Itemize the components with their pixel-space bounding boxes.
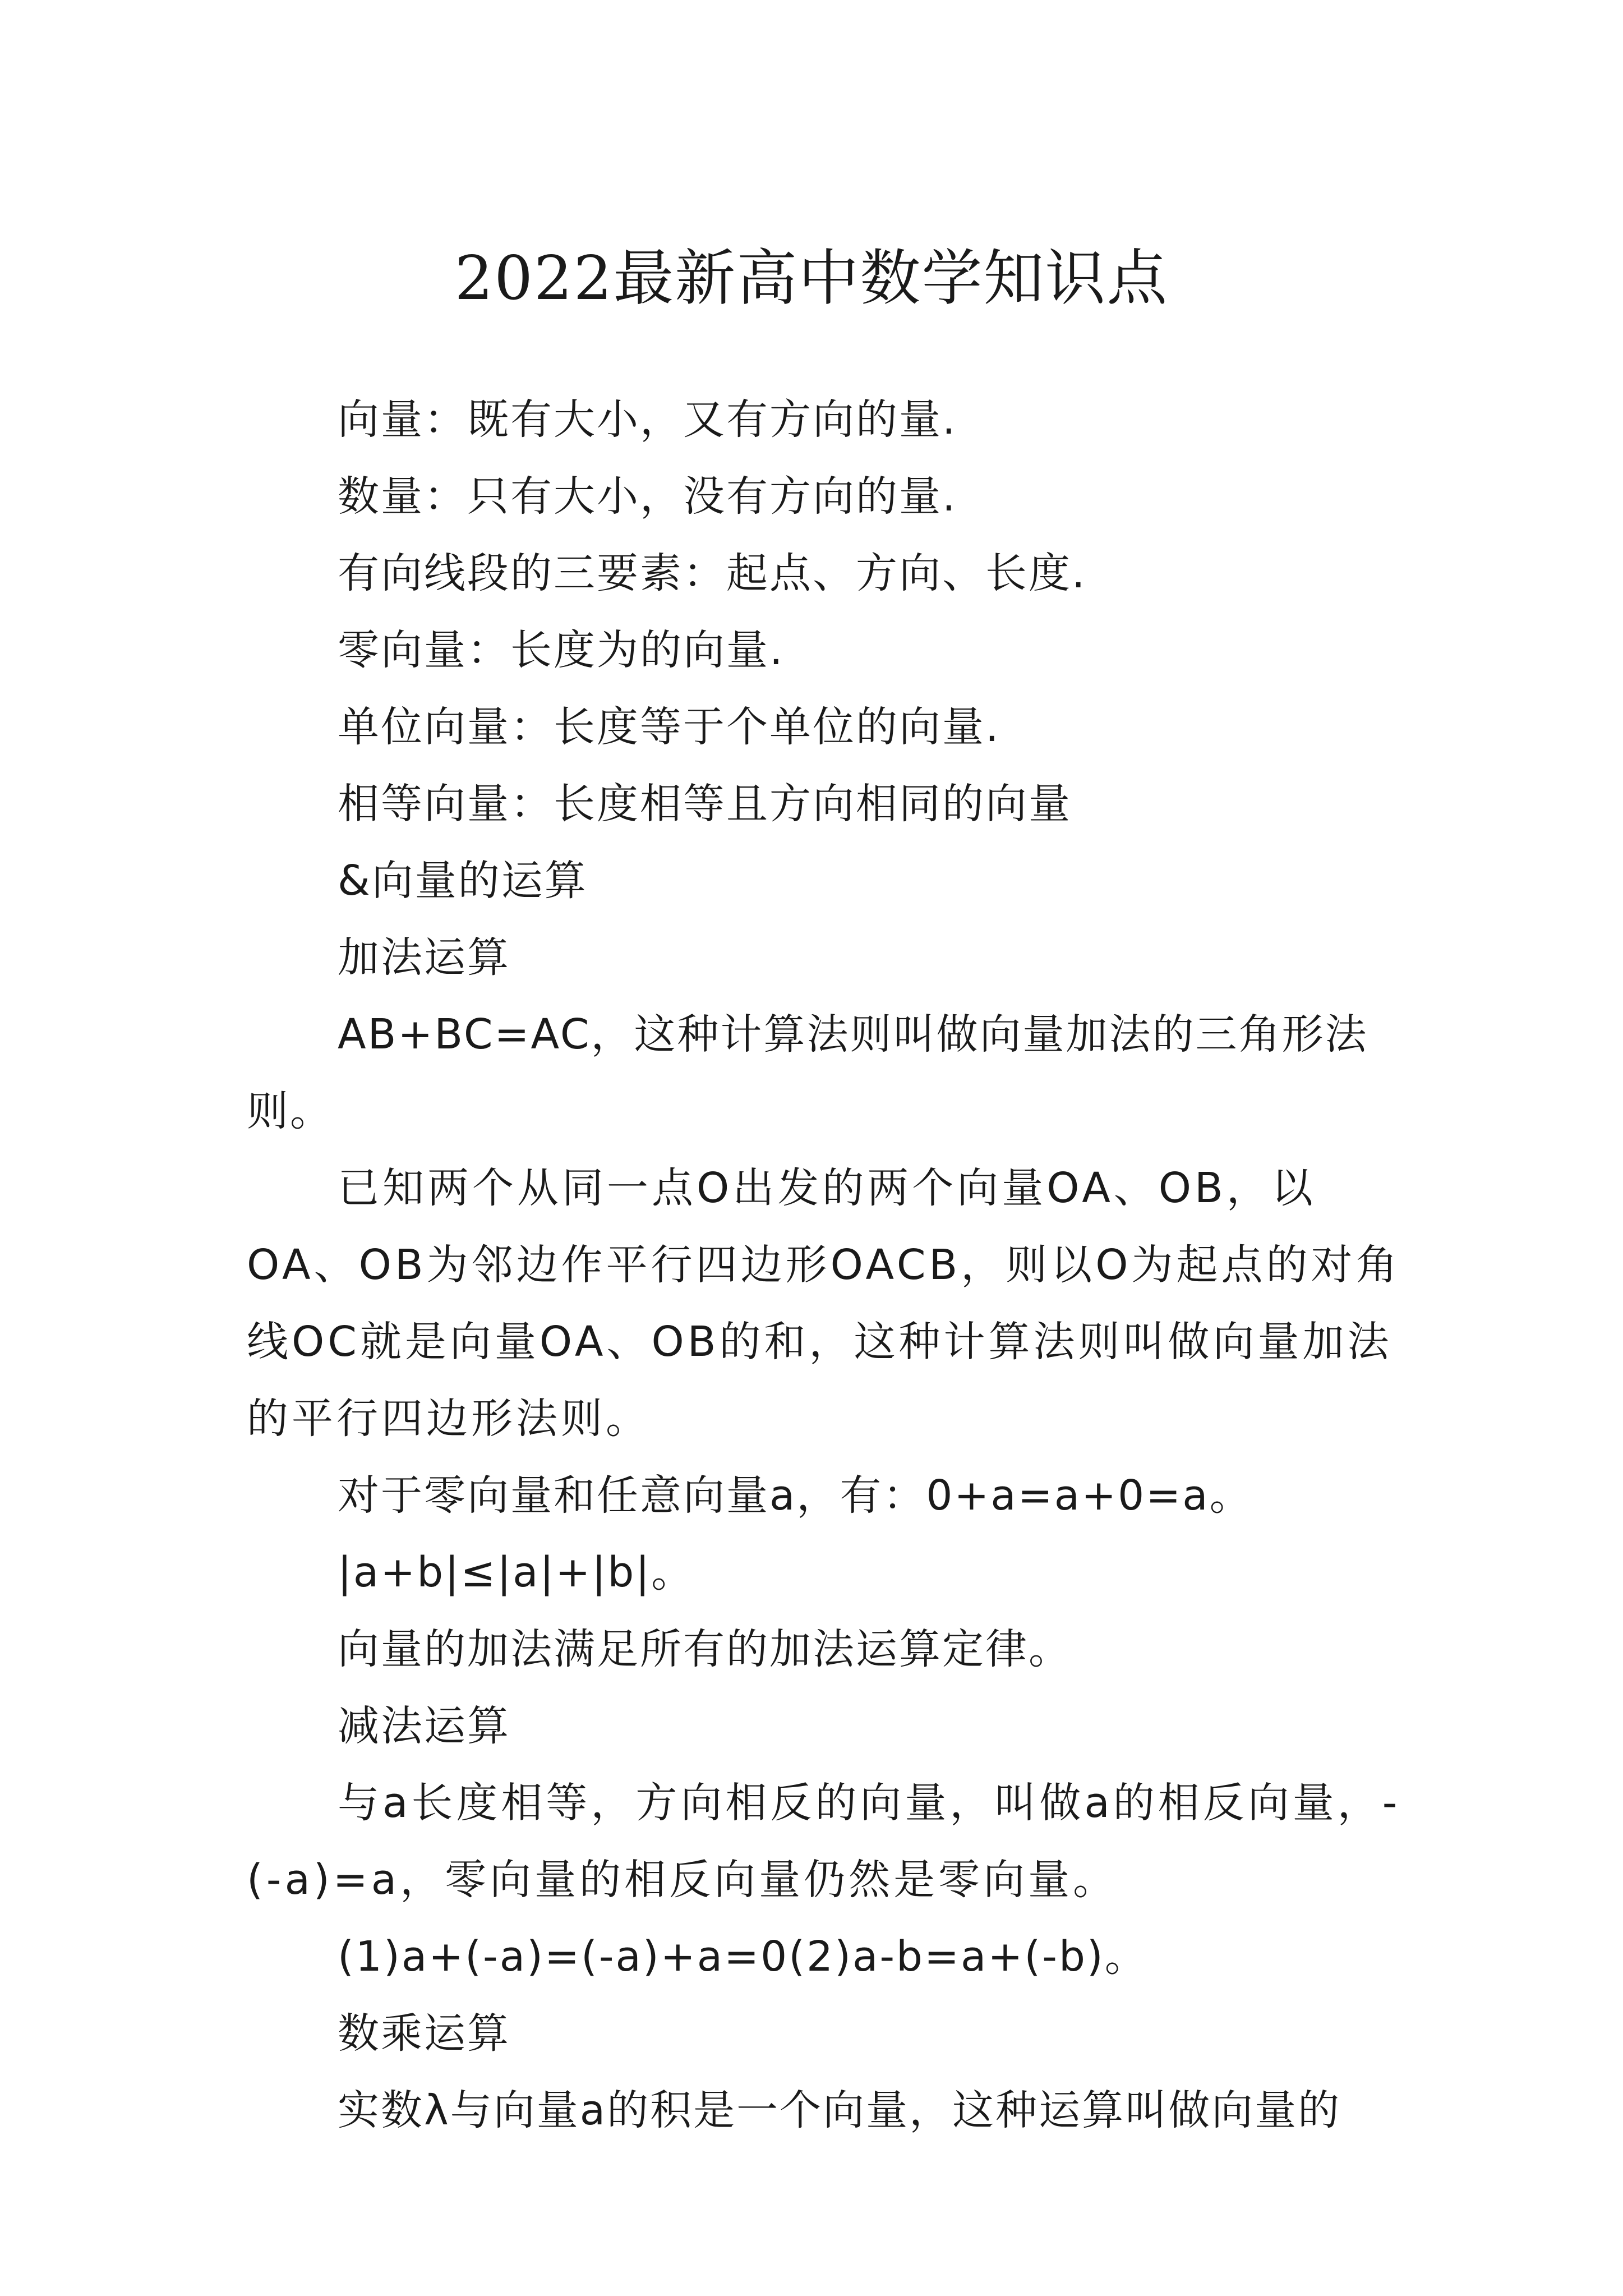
subsection-heading: 减法运算 [338, 1702, 510, 1750]
paragraph: 向量的加法满足所有的加法运算定律。 [338, 1625, 1072, 1673]
document-body [247, 381, 1402, 2149]
paragraph: 有向线段的三要素：起点、方向、长度. [338, 549, 1087, 597]
paragraph: 对于零向量和任意向量a，有：0+a=a+0=a。 [338, 1471, 1253, 1520]
paragraph: 单位向量：长度等于个单位的向量. [338, 703, 1000, 751]
paragraph: 实数λ与向量a的积是一个向量，这种运算叫做向量的 [338, 2086, 1341, 2134]
paragraph: 与a长度相等，方向相反的向量，叫做a的相反向量，-(-a)=a，零向量的相反向量仍然是零向量。 [247, 1779, 1401, 1904]
document-title: 2022最新高中数学知识点 [454, 243, 1169, 314]
subsection-heading: 数乘运算 [338, 2009, 510, 2058]
paragraph: 已知两个从同一点O出发的两个向量OA、OB，以OA、OB为邻边作平行四边形OACB，则以O为起点的对角线OC就是向量OA、OB的和，这种计算法则叫做向量加法的平行四边形法则。 [247, 1164, 1401, 1443]
paragraph: |a+b|≤|a|+|b|。 [338, 1548, 695, 1596]
paragraph: 相等向量：长度相等且方向相同的向量 [338, 780, 1072, 828]
section-heading: &向量的运算 [338, 857, 588, 905]
paragraph: AB+BC=AC，这种计算法则叫做向量加法的三角形法则。 [247, 1010, 1368, 1135]
paragraph: 零向量：长度为的向量. [338, 626, 785, 674]
paragraph: (1)a+(-a)=(-a)+a=0(2)a-b=a+(-b)。 [338, 1932, 1148, 1981]
paragraph: 向量：既有大小，又有方向的量. [338, 395, 957, 444]
paragraph: 数量：只有大小，没有方向的量. [338, 472, 957, 521]
subsection-heading: 加法运算 [338, 933, 510, 982]
